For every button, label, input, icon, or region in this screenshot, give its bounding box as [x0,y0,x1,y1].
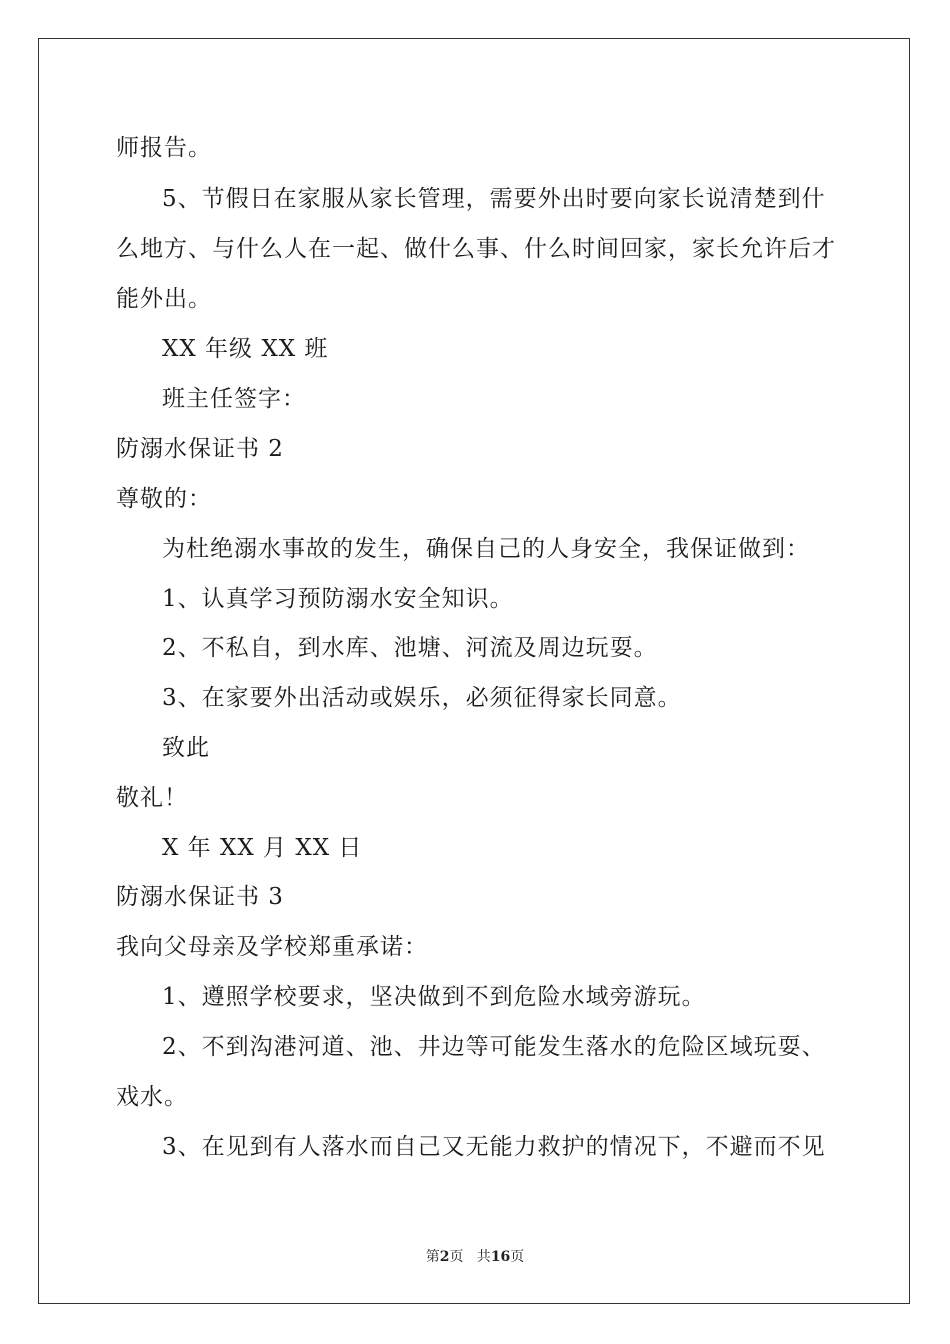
text-line: XX 年级 XX 班 [162,336,329,362]
list-item: 3、在家要外出活动或娱乐，必须征得家长同意。 [162,685,682,711]
list-item: 2、不到沟港河道、池、井边等可能发生落水的危险区域玩耍、 [162,1034,826,1060]
list-item: 1、遵照学校要求，坚决做到不到危险水域旁游玩。 [162,984,706,1010]
footer-suffix: 页 [510,1249,525,1265]
text-line: 么地方、与什么人在一起、做什么事、什么时间回家，家长允许后才 [116,236,836,262]
text-line: 能外出。 [116,286,212,312]
page-border [38,38,910,1304]
footer-mid: 页 共 [449,1249,491,1265]
section-heading: 防溺水保证书 2 [116,436,284,462]
page-footer [0,1248,950,1266]
total-page-number: 16 [490,1249,511,1265]
section-heading: 防溺水保证书 3 [116,884,284,910]
closing: 致此 [162,735,210,761]
current-page-number: 2 [439,1249,450,1265]
text-line: 班主任签字： [162,386,306,412]
text-line: 5、节假日在家服从家长管理，需要外出时要向家长说清楚到什 [162,186,826,212]
closing-salute: 敬礼！ [116,785,188,811]
list-item: 1、认真学习预防溺水安全知识。 [162,586,514,612]
text-line: 我向父母亲及学校郑重承诺： [116,934,428,960]
text-line: 师报告。 [116,135,212,161]
date-line: X 年 XX 月 XX 日 [162,835,363,861]
text-line: 为杜绝溺水事故的发生，确保自己的人身安全，我保证做到： [162,536,810,562]
text-line: 戏水。 [116,1084,188,1110]
salutation: 尊敬的： [116,486,212,512]
list-item: 2、不私自，到水库、池塘、河流及周边玩耍。 [162,635,658,661]
footer-prefix: 第 [425,1249,440,1265]
list-item: 3、在见到有人落水而自己又无能力救护的情况下，不避而不见 [162,1134,826,1160]
